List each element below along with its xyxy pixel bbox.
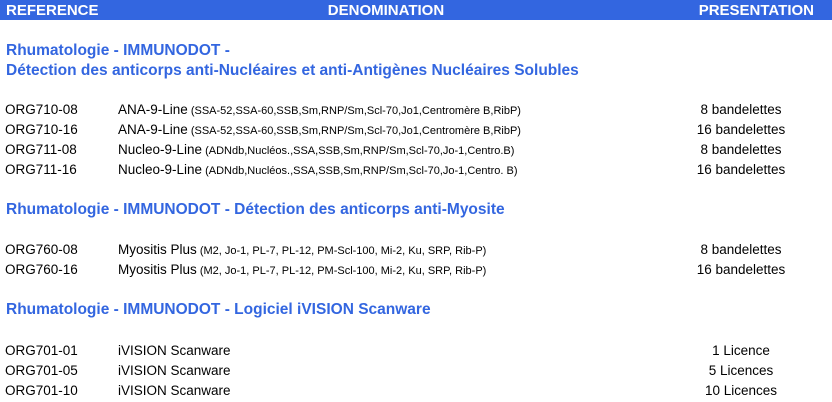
row-presentation: 1 Licence: [712, 343, 770, 358]
row-denomination: Nucleo-9-Line (ADNdb,Nucléos.,SSA,SSB,Sm,RNP/Sm,Scl-70,Jo-1,Centro. B): [118, 162, 518, 177]
row-reference: ORG711-16: [5, 162, 77, 177]
row-denomination: ANA-9-Line (SSA-52,SSA-60,SSB,Sm,RNP/Sm,Scl-70,Jo1,Centromère B,RibP): [118, 122, 521, 137]
table-row: [0, 120, 832, 140]
table-row: [0, 260, 832, 280]
row-denomination: iVISION Scanware: [118, 343, 231, 358]
header-denomination: DENOMINATION: [327, 2, 445, 19]
row-reference: ORG710-16: [5, 122, 78, 137]
row-presentation: 16 bandelettes: [696, 122, 786, 137]
row-reference: ORG710-08: [5, 102, 78, 117]
table-row: [0, 381, 832, 401]
row-presentation: 8 bandelettes: [700, 242, 782, 257]
table-row: [0, 140, 832, 160]
table-row: [0, 100, 832, 120]
section-title: Rhumatologie - IMMUNODOT - Logiciel iVISION Scanware: [6, 301, 431, 318]
table-row: [0, 160, 832, 180]
row-presentation: 5 Licences: [708, 363, 774, 378]
row-reference: ORG701-01: [5, 343, 78, 358]
row-presentation: 16 bandelettes: [696, 262, 786, 277]
table-header: [0, 0, 832, 20]
row-reference: ORG701-05: [5, 363, 78, 378]
row-presentation: 10 Licences: [704, 383, 778, 398]
row-denomination: Nucleo-9-Line (ADNdb,Nucléos.,SSA,SSB,Sm,RNP/Sm,Scl-70,Jo-1,Centro.B): [118, 142, 515, 157]
section-title: Rhumatologie - IMMUNODOT - Détection des anticorps anti-Myosite: [6, 201, 505, 218]
section-title: Rhumatologie - IMMUNODOT -: [6, 42, 230, 59]
table-row: [0, 361, 832, 381]
table-row: [0, 341, 832, 361]
header-presentation: PRESENTATION: [698, 2, 814, 19]
row-denomination: ANA-9-Line (SSA-52,SSA-60,SSB,Sm,RNP/Sm,Scl-70,Jo1,Centromère B,RibP): [118, 102, 521, 117]
row-denomination: Myositis Plus (M2, Jo-1, PL-7, PL-12, PM-Scl-100, Mi-2, Ku, SRP, Rib-P): [118, 242, 487, 257]
row-presentation: 8 bandelettes: [700, 142, 782, 157]
row-denomination: iVISION Scanware: [118, 383, 231, 398]
row-reference: ORG760-08: [5, 242, 78, 257]
row-reference: ORG760-16: [5, 262, 78, 277]
row-denomination: iVISION Scanware: [118, 363, 231, 378]
row-reference: ORG711-08: [5, 142, 77, 157]
header-reference: REFERENCE: [6, 2, 99, 19]
row-denomination: Myositis Plus (M2, Jo-1, PL-7, PL-12, PM-Scl-100, Mi-2, Ku, SRP, Rib-P): [118, 262, 487, 277]
row-presentation: 8 bandelettes: [700, 102, 782, 117]
row-presentation: 16 bandelettes: [696, 162, 786, 177]
row-reference: ORG701-10: [5, 383, 78, 398]
section-subtitle: Détection des anticorps anti-Nucléaires et anti-Antigènes Nucléaires Solubles: [6, 62, 579, 79]
table-row: [0, 240, 832, 260]
